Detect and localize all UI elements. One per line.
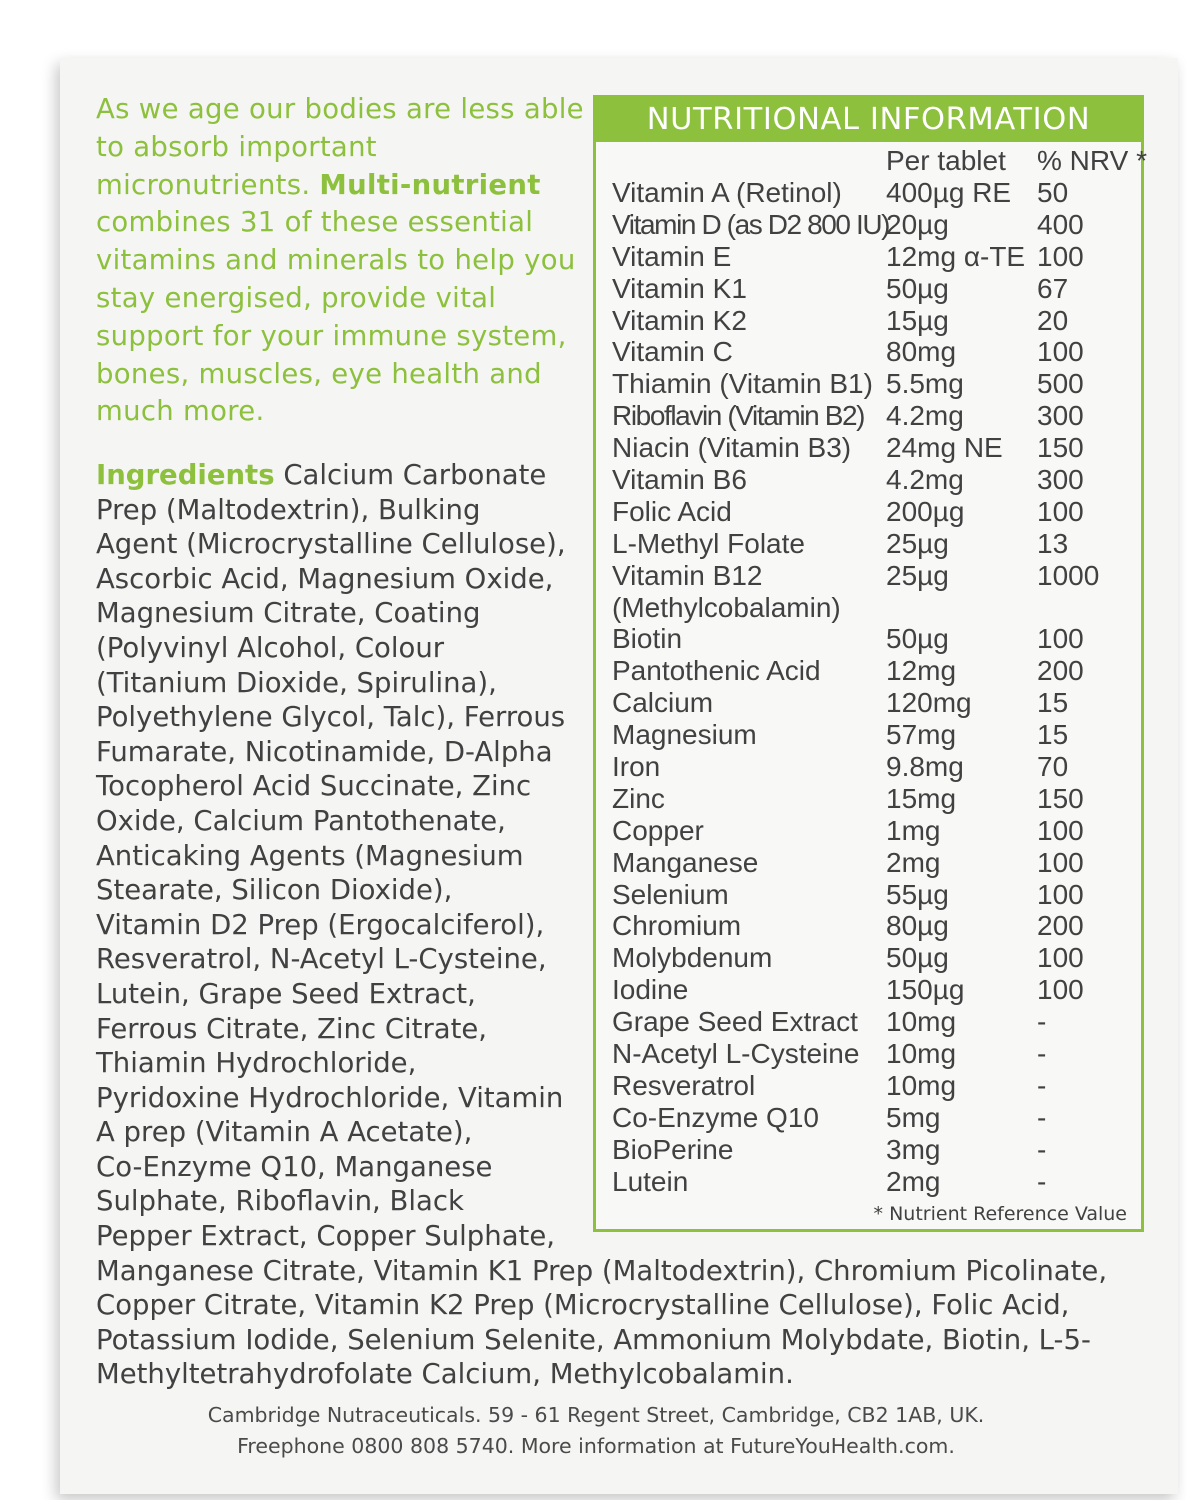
nutrient-name: L-Methyl Folate [612, 527, 805, 559]
nutrient-amount: 10mg [886, 1006, 957, 1038]
ingredients-line: Resveratrol, N-Acetyl L-Cysteine, [96, 943, 547, 976]
nutrient-name: Vitamin D (as D2 800 IU) [612, 208, 890, 240]
nutrient-name: Copper [612, 814, 704, 846]
ingredients-line: Polyethylene Glycol, Talc), Ferrous [96, 701, 566, 734]
nutrient-amount: 4.2mg [886, 464, 964, 496]
ingredients-line: Thiamin Hydrochloride, [96, 1047, 417, 1080]
nutrient-row [596, 336, 1141, 368]
nutrient-nrv: 100 [1037, 495, 1084, 527]
ingredients-line: Potassium Iodide, Selenium Selenite, Ammonium Molybdate, Biotin, L-5- [96, 1323, 1091, 1356]
nutrient-amount: 9.8mg [886, 751, 964, 783]
ingredients-line: Manganese Citrate, Vitamin K1 Prep (Maltodextrin), Chromium Picolinate, [96, 1254, 1108, 1287]
nutrient-nrv: 400 [1037, 208, 1084, 240]
nutrient-name: Resveratrol [612, 1069, 756, 1101]
nutrient-row [596, 592, 1141, 624]
nutrient-nrv: 300 [1037, 400, 1084, 432]
nutrient-name: Vitamin B12 [612, 559, 763, 591]
nutrient-nrv: 1000 [1037, 559, 1100, 591]
ingredients-line: A prep (Vitamin A Acetate), [96, 1116, 473, 1149]
nutrient-row [596, 655, 1141, 687]
nutrition-table [593, 95, 1147, 1232]
nutrient-row [596, 1102, 1141, 1134]
nutrient-amount: 3mg [886, 1133, 941, 1165]
nutrient-nrv: 67 [1037, 272, 1069, 304]
nutrient-nrv: 100 [1037, 942, 1084, 974]
ingredients-line: Sulphate, Riboflavin, Black [96, 1185, 464, 1218]
nrv-footnote: * Nutrient Reference Value [873, 1203, 1127, 1225]
nutrient-name: Vitamin K2 [612, 304, 747, 336]
nutrient-amount: 400µg RE [886, 177, 1012, 208]
nutrient-amount: 12mg [886, 655, 957, 687]
nutrient-row [596, 847, 1141, 879]
nutrient-nrv: - [1037, 1069, 1047, 1101]
nutrient-nrv: 100 [1037, 846, 1084, 878]
nutrient-name: (Methylcobalamin) [612, 591, 841, 623]
nutrient-nrv: 100 [1037, 878, 1084, 910]
nutrient-nrv: 100 [1037, 974, 1084, 1006]
nutrient-name: Calcium [612, 687, 714, 719]
ingredients-line: Pyridoxine Hydrochloride, Vitamin [96, 1081, 564, 1114]
nutrient-amount: 50µg [886, 942, 949, 974]
ingredients-line: Oxide, Calcium Pantothenate, [96, 804, 506, 837]
ingredients-line: Magnesium Citrate, Coating [96, 597, 481, 630]
nutrient-nrv: 13 [1037, 527, 1069, 559]
nutrient-nrv: 20 [1037, 304, 1069, 336]
ingredients-heading: Ingredients [96, 459, 275, 491]
ingredients-line: Co-Enzyme Q10, Manganese [96, 1150, 493, 1183]
footer-contact: Freephone 0800 808 5740. More information at FutureYouHealth.com. [237, 1434, 955, 1458]
nutrient-nrv: 15 [1037, 719, 1069, 751]
intro-product-name: Multi-nutrient [319, 168, 541, 201]
nutrient-name: Iron [612, 751, 661, 783]
nutrient-amount: 10mg [886, 1038, 957, 1070]
nutrient-nrv: 500 [1037, 368, 1084, 400]
nutrient-nrv: 300 [1037, 464, 1084, 496]
nutrient-amount: 2mg [886, 1165, 941, 1197]
nutrient-row [596, 400, 1141, 432]
nutrient-name: Magnesium [612, 719, 757, 751]
nutrient-nrv: 100 [1037, 336, 1084, 368]
ingredients-line: (Titanium Dioxide, Spirulina), [96, 666, 497, 699]
nutrient-row [596, 751, 1141, 783]
nutrient-amount: 150µg [886, 974, 965, 1006]
nutrient-row [596, 528, 1141, 560]
ingredients-line: Lutein, Grape Seed Extract, [96, 977, 476, 1010]
nutrient-amount: 25µg [886, 559, 949, 591]
nutrient-row [596, 1166, 1141, 1198]
ingredients-line: Tocopherol Acid Succinate, Zinc [96, 770, 532, 803]
ingredients-line: Methyltetrahydrofolate Calcium, Methylcobalamin. [96, 1358, 794, 1391]
intro-rest: combines 31 of these essential vitamins and minerals to help you stay energised, provide vital support for your immune system, bones, muscles, eye health and much more. [96, 206, 576, 428]
ingredients-line: Stearate, Silicon Dioxide), [96, 874, 453, 907]
ingredients-text: Calcium Carbonate [283, 459, 547, 491]
nutrient-name: Vitamin K1 [612, 272, 747, 304]
nutrient-row [596, 623, 1141, 655]
ingredients-line: Vitamin D2 Prep (Ergocalciferol), [96, 908, 545, 941]
intro-lead: As we age our bodies are less able to absorb important micronutrients. [96, 93, 584, 201]
nutrient-nrv: 15 [1037, 687, 1069, 719]
nutrient-name: Vitamin C [612, 336, 733, 368]
nutrient-name: Selenium [612, 878, 729, 910]
nutrient-amount: 25µg [886, 527, 949, 559]
nutrient-row [596, 1070, 1141, 1102]
nutrient-name: Iodine [612, 974, 689, 1006]
nutrient-name: Vitamin E [612, 240, 732, 272]
nutrient-amount: 5.5mg [886, 368, 964, 400]
nutrient-row [596, 879, 1141, 911]
nutrient-nrv: - [1037, 1165, 1047, 1197]
nutrient-row [596, 305, 1141, 337]
nutrient-amount: 55µg [886, 878, 949, 910]
nutrient-nrv: 200 [1037, 910, 1084, 942]
nutrient-name: Co-Enzyme Q10 [612, 1101, 819, 1133]
nutrient-amount: 80µg [886, 910, 949, 942]
nutrient-row [596, 209, 1141, 241]
nutrient-amount: 50µg [886, 272, 949, 304]
nutrient-nrv: 150 [1037, 432, 1084, 464]
nutrient-name: Manganese [612, 846, 759, 878]
footer-address: Cambridge Nutraceuticals. 59 - 61 Regent Street, Cambridge, CB2 1AB, UK. [207, 1403, 985, 1427]
nutrition-rows [596, 177, 1141, 1198]
nutrient-amount: 15µg [886, 304, 949, 336]
nutrient-amount: 12mg α-TE [886, 240, 1026, 272]
nutrient-amount: 1mg [886, 814, 941, 846]
nutrient-nrv: 50 [1037, 177, 1069, 208]
ingredients-line: Prep (Maltodextrin), Bulking [96, 493, 481, 526]
nutrition-title: NUTRITIONAL INFORMATION [596, 98, 1141, 142]
nutrient-row [596, 560, 1141, 592]
nutrient-row [596, 942, 1141, 974]
nutrient-amount: 80mg [886, 336, 957, 368]
ingredients-line: Ascorbic Acid, Magnesium Oxide, [96, 562, 554, 595]
nutrient-row [596, 273, 1141, 305]
nutrient-nrv: - [1037, 1006, 1047, 1038]
ingredients-line: Anticaking Agents (Magnesium [96, 839, 524, 872]
nutrient-row [596, 974, 1141, 1006]
nutrient-name: Biotin [612, 623, 683, 655]
nutrient-row [596, 464, 1141, 496]
nutrient-nrv: - [1037, 1133, 1047, 1165]
nutrient-amount: 57mg [886, 719, 957, 751]
nutrient-name: Niacin (Vitamin B3) [612, 432, 852, 464]
nutrient-row [596, 432, 1141, 464]
nutrient-nrv: - [1037, 1038, 1047, 1070]
nutrient-name: Molybdenum [612, 942, 773, 974]
nutrient-amount: 2mg [886, 846, 941, 878]
nutrient-amount: 10mg [886, 1069, 957, 1101]
nutrient-name: Folic Acid [612, 495, 732, 527]
nutrient-row [596, 1134, 1141, 1166]
ingredients-line: (Polyvinyl Alcohol, Colour [96, 631, 445, 664]
nutrient-row [596, 1006, 1141, 1038]
ingredients-line: Ferrous Citrate, Zinc Citrate, [96, 1012, 488, 1045]
ingredients-line: Fumarate, Nicotinamide, D-Alpha [96, 735, 553, 768]
nutrition-header-row [596, 145, 1147, 177]
column-header-per-tablet: Per tablet [886, 145, 1006, 176]
nutrient-row [596, 910, 1141, 942]
nutrient-name: Zinc [612, 782, 665, 814]
nutrient-name: Vitamin B6 [612, 464, 747, 496]
nutrient-nrv: 200 [1037, 655, 1084, 687]
nutrient-nrv: 100 [1037, 623, 1084, 655]
nutrient-nrv: 100 [1037, 240, 1084, 272]
nutrient-row [596, 496, 1141, 528]
nutrient-amount: 4.2mg [886, 400, 964, 432]
nutrient-amount: 20µg [886, 208, 949, 240]
nutrient-name: Lutein [612, 1165, 689, 1197]
nutrient-amount: 5mg [886, 1101, 941, 1133]
nutrient-name: Grape Seed Extract [612, 1006, 858, 1038]
nutrient-row [596, 783, 1141, 815]
nutrient-amount: 15mg [886, 782, 957, 814]
nutrient-name: Vitamin A (Retinol) [612, 177, 842, 208]
nutrient-name: Thiamin (Vitamin B1) [612, 368, 873, 400]
ingredients-line: Agent (Microcrystalline Cellulose), [96, 528, 566, 561]
nutrient-name: Riboflavin (Vitamin B2) [612, 400, 865, 432]
nutrient-nrv: - [1037, 1101, 1047, 1133]
nutrient-name: N-Acetyl L-Cysteine [612, 1038, 860, 1070]
nutrient-name: BioPerine [612, 1133, 734, 1165]
nutrient-row [596, 719, 1141, 751]
nutrient-amount: 200µg [886, 495, 965, 527]
nutrient-name: Chromium [612, 910, 742, 942]
company-footer [96, 1400, 1096, 1462]
intro-paragraph [96, 91, 586, 431]
nutrient-amount: 24mg NE [886, 432, 1003, 464]
nutrient-row [596, 177, 1141, 209]
nutrient-name: Pantothenic Acid [612, 655, 821, 687]
nutrient-row [596, 815, 1141, 847]
nutrient-row [596, 687, 1141, 719]
ingredients-line: Copper Citrate, Vitamin K2 Prep (Microcrystalline Cellulose), Folic Acid, [96, 1289, 1070, 1322]
nutrient-nrv: 70 [1037, 751, 1069, 783]
nutrient-row [596, 368, 1141, 400]
column-header-nrv: % NRV * [1037, 145, 1147, 176]
nutrient-amount: 120mg [886, 687, 972, 719]
ingredients-line: Pepper Extract, Copper Sulphate, [96, 1220, 555, 1253]
nutrient-nrv: 100 [1037, 814, 1084, 846]
nutrient-amount: 50µg [886, 623, 949, 655]
nutrient-nrv: 150 [1037, 782, 1084, 814]
nutrient-row [596, 1038, 1141, 1070]
nutrient-row [596, 241, 1141, 273]
